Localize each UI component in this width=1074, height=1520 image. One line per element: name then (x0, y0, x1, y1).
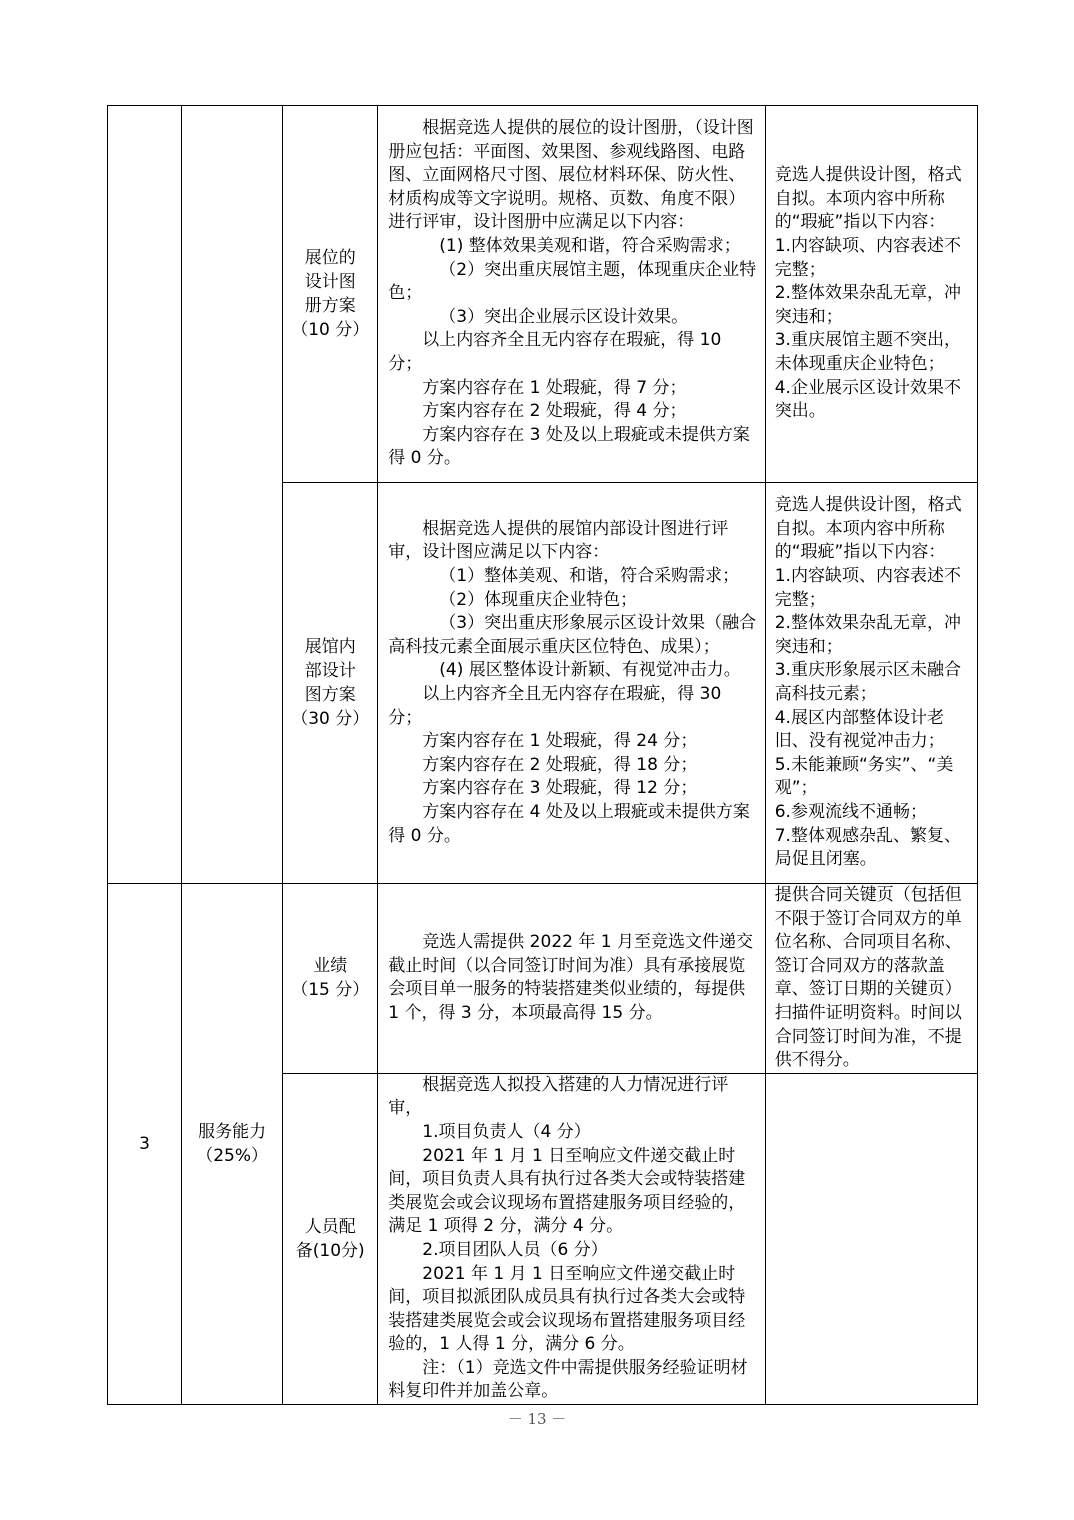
criteria-cell (378, 483, 765, 884)
remark-cell (765, 1073, 977, 1404)
criteria-line: 以上内容齐全且无内容存在瑕疵，得 10 分； (388, 330, 722, 374)
criteria-line: （2）突出重庆展馆主题，体现重庆企业特色； (388, 259, 757, 304)
criteria-line: 1.项目负责人（4 分） (422, 1121, 591, 1142)
criteria-line: （3）突出企业展示区设计效果。 (439, 306, 689, 327)
item-name-line: 册方案 (304, 296, 356, 316)
item-cell (283, 1073, 378, 1404)
criteria-line: (4) 展区整体设计新颖、有视觉冲击力。 (439, 660, 741, 681)
criteria-line: 竞选人需提供 2022 年 1 月至竞选文件递交截止时间（以合同签订时间为准）具有承接展览会项目单一服务的特装搭建类似业绩的，每提供 1 个，得 3 分，本项最高得 15 分。 (388, 932, 753, 1023)
criteria-line: 以上内容齐全且无内容存在瑕疵，得 30 分； (388, 684, 722, 728)
criteria-line: 方案内容存在 3 处瑕疵，得 12 分； (422, 778, 698, 799)
item-name-line: 备(10分) (295, 1240, 365, 1261)
category-cell (182, 884, 283, 1405)
category-line: 服务能力 (198, 1122, 267, 1143)
item-name-line: 展馆内 (304, 637, 356, 657)
criteria-cell (378, 106, 765, 483)
remark-line: 4.企业展示区设计效果不突出。 (774, 377, 961, 422)
item-cell (283, 483, 378, 884)
no-cell-empty (108, 106, 182, 884)
criteria-cell (378, 884, 765, 1074)
criteria-line: (1) 整体效果美观和谐，符合采购需求； (439, 236, 741, 257)
item-name-line: 人员配 (304, 1216, 356, 1237)
item-name-line: 设计图 (304, 272, 356, 292)
item-name-line: （15 分） (291, 980, 370, 1001)
criteria-line: 方案内容存在 1 处瑕疵，得 7 分； (422, 377, 687, 398)
criteria-line: （2）体现重庆企业特色； (439, 589, 638, 610)
item-cell (283, 106, 378, 483)
criteria-line: （1）整体美观、和谐，符合采购需求； (439, 566, 740, 587)
table-row (108, 884, 978, 1074)
remark-line: 1.内容缺项、内容表述不完整； (774, 236, 961, 280)
item-name-line: （30 分） (291, 709, 370, 729)
criteria-line: 根据竞选人拟投入搭建的人力情况进行评审， (388, 1074, 729, 1119)
remark-line: 3.重庆形象展示区未融合高科技元素； (774, 660, 961, 704)
criteria-line: 根据竞选人提供的展馆内部设计图进行评审，设计图应满足以下内容： (388, 518, 729, 563)
criteria-line: 2021 年 1 月 1 日至响应文件递交截止时间，项目负责人具有执行过各类大会或特装搭建类展览会或会议现场布置搭建服务项目经验的，满足 1 项得 2 分，满分 4 分。 (388, 1145, 746, 1237)
item-name-line: 部设计 (304, 661, 356, 681)
criteria-line: 2021 年 1 月 1 日至响应文件递交截止时间，项目拟派团队成员具有执行过各类大会或特装搭建类展览会或会议现场布置搭建服务项目经验的，1 人得 1 分，满分 6 分。 (388, 1263, 746, 1355)
remark-line: 1.内容缺项、内容表述不完整； (774, 566, 961, 610)
category-cell-empty (182, 106, 283, 884)
table-row (108, 106, 978, 483)
criteria-line: 方案内容存在 3 处及以上瑕疵或未提供方案得 0 分。 (388, 424, 750, 469)
no-cell: 3 (108, 884, 182, 1405)
remark-line: 2.整体效果杂乱无章，冲突违和； (774, 613, 961, 657)
criteria-line: 根据竞选人提供的展位的设计图册，（设计图册应包括：平面图、效果图、参观线路图、电路图、立面网格尺寸图、展位材料环保、防火性、材质构成等文字说明。规格、页数、角度不限）进行评审，设计图册中应满足以下内容： (388, 118, 754, 233)
remark-cell (765, 884, 977, 1074)
item-name-line: 展位的 (304, 248, 356, 268)
category-line: （25%） (196, 1146, 269, 1167)
remark-line: 提供合同关键页（包括但不限于签订合同双方的单位名称、合同项目名称、签订合同双方的落款盖章、签订日期的关键页）扫描件证明资料。时间以合同签订时间为准，不提供不得分。 (774, 885, 962, 1071)
criteria-cell (378, 1073, 765, 1404)
item-name-line: （10 分） (291, 320, 370, 340)
item-name-line: 图方案 (304, 685, 356, 705)
page-number: － 13 － (507, 1410, 567, 1428)
criteria-line: 方案内容存在 2 处瑕疵，得 4 分； (422, 401, 687, 422)
remark-line: 6.参观流线不通畅； (774, 801, 927, 822)
remark-cell (765, 106, 977, 483)
remark-line: 5.未能兼顾“务实”、“美观”； (774, 754, 954, 799)
criteria-line: 方案内容存在 1 处瑕疵，得 24 分； (422, 731, 698, 752)
criteria-line: （3）突出重庆形象展示区设计效果（融合高科技元素全面展示重庆区位特色、成果）； (388, 613, 757, 657)
item-cell (283, 884, 378, 1074)
criteria-line: 方案内容存在 2 处瑕疵，得 18 分； (422, 754, 698, 775)
remark-line: 7.整体观感杂乱、繁复、局促且闭塞。 (774, 825, 961, 870)
remark-line: 4.展区内部整体设计老旧、没有视觉冲击力； (774, 707, 945, 752)
criteria-line: 方案内容存在 4 处及以上瑕疵或未提供方案得 0 分。 (388, 801, 750, 846)
remark-line: 2.整体效果杂乱无章，冲突违和； (774, 283, 961, 327)
remark-line: 3.重庆展馆主题不突出，未体现重庆企业特色； (774, 330, 961, 374)
criteria-line: 2.项目团队人员（6 分） (422, 1239, 608, 1260)
item-name-line: 业绩 (313, 956, 348, 977)
remark-cell (765, 483, 977, 884)
criteria-line: 注：（1）竞选文件中需提供服务经验证明材料复印件并加盖公章。 (388, 1357, 748, 1402)
remark-line: 竞选人提供设计图，格式自拟。本项内容中所称的“瑕疵”指以下内容： (774, 495, 962, 563)
scoring-table (107, 105, 978, 1405)
remark-line: 竞选人提供设计图，格式自拟。本项内容中所称的“瑕疵”指以下内容： (774, 165, 962, 233)
